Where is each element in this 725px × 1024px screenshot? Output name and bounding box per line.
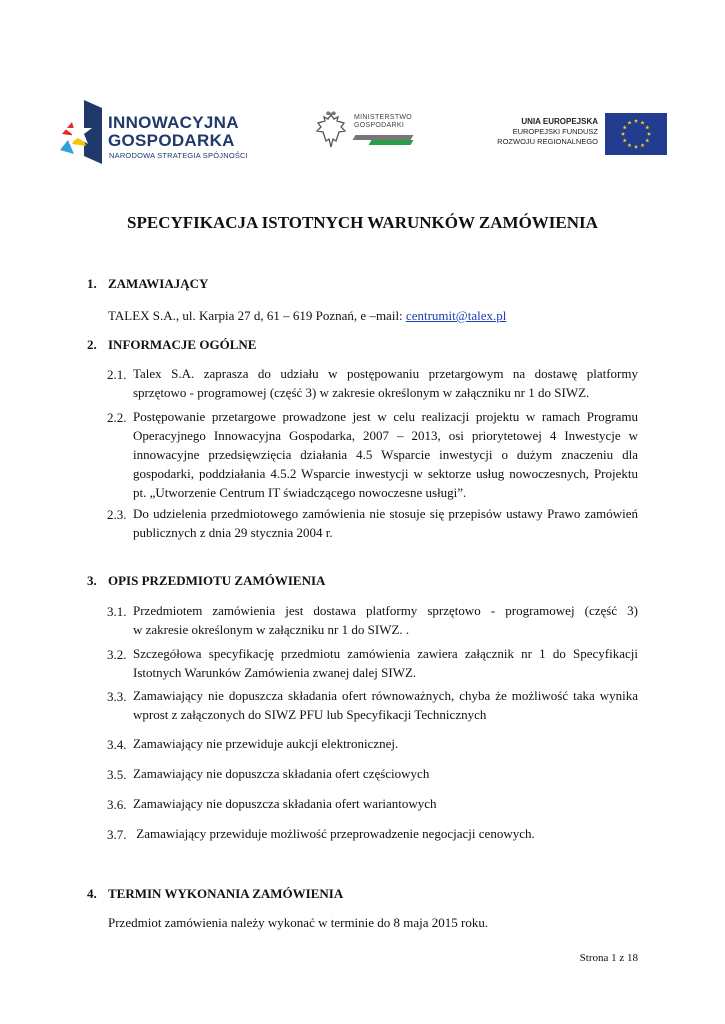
item-number: 3.3.: [107, 689, 127, 704]
section-4-heading: TERMIN WYKONANIA ZAMÓWIENIA: [108, 886, 344, 901]
line: wprost z załączonych do SIWZ PFU lub Specyfikacji Technicznych: [133, 707, 487, 722]
item-number: 2.3.: [107, 507, 127, 522]
ministry-stripe-green: [369, 140, 414, 145]
logo-line2: GOSPODARKA: [108, 131, 235, 150]
section-1-number: 1.: [87, 276, 97, 291]
list-item: [133, 407, 638, 502]
page-title: SPECYFIKACJA ISTOTNYCH WARUNKÓW ZAMÓWIENIA: [127, 213, 598, 232]
section-2-number: 2.: [87, 337, 97, 352]
section-4-number: 4.: [87, 886, 97, 901]
contact-address: TALEX S.A., ul. Karpia 27 d, 61 – 619 Poznań, e –mail:: [108, 308, 406, 323]
eu-line2: EUROPEJSKI FUNDUSZ: [512, 127, 598, 136]
line: innowacyjne przedsięwzięcia działania 4.5 Wsparcie inwestycji o dużym znaczeniu dla: [133, 447, 638, 462]
line: Istotnych Warunków Zamówienia zwanej dalej SIWZ.: [133, 665, 417, 680]
item-number: 3.1.: [107, 604, 127, 619]
eu-line1: UNIA EUROPEJSKA: [521, 117, 598, 126]
logo-subtitle: NARODOWA STRATEGIA SPÓJNOŚCI: [109, 151, 248, 160]
line: Talex S.A. zaprasza do udziału w postępowaniu przetargowym na dostawę platformy: [133, 366, 638, 381]
line: Operacyjnego Innowacyjna Gospodarka, 2007 – 2013, osi priorytetowej 4 Inwestycje w: [133, 428, 638, 443]
item-number: 3.7.: [107, 827, 127, 842]
list-item: Zamawiający nie dopuszcza składania ofert częściowych: [133, 766, 430, 781]
ministry-line2: GOSPODARKI: [354, 122, 405, 129]
eu-line3: ROZWOJU REGIONALNEGO: [497, 137, 598, 146]
list-item: [133, 686, 638, 724]
line: pt. „Utworzenie Centrum IT świadczącego nowoczesne usługi”.: [133, 485, 467, 500]
page-number: Strona 1 z 18: [579, 952, 638, 964]
list-item: [133, 601, 638, 639]
eu-text-block: [470, 117, 598, 147]
item-number: 3.4.: [107, 737, 127, 752]
section-1-heading: ZAMAWIAJĄCY: [108, 276, 209, 291]
list-item: Zamawiający przewiduje możliwość przeprowadzenie negocjacji cenowych.: [133, 826, 535, 841]
line: Do udzielenia przedmiotowego zamówienia nie stosuje się przepisów ustawy Prawo zamówień: [133, 506, 638, 521]
section-3-heading: OPIS PRZEDMIOTU ZAMÓWIENIA: [108, 573, 326, 588]
section-1-text: [108, 306, 638, 325]
line: Przedmiotem zamówienia jest dostawa platformy sprzętowo - programowej (część 3): [133, 603, 638, 618]
eu-flag-icon: [605, 113, 667, 155]
section-3-number: 3.: [87, 573, 97, 588]
item-number: 3.2.: [107, 647, 127, 662]
list-item: Zamawiający nie dopuszcza składania ofert wariantowych: [133, 796, 437, 811]
line: publicznych z dnia 29 stycznia 2004 r.: [133, 525, 333, 540]
line: gospodarki, poddziałania 4.5.2 Wsparcie inwestycji w sektorze usług nowoczesnych, Projektu: [133, 466, 638, 481]
item-number: 3.5.: [107, 767, 127, 782]
line: Szczegółowa specyfikację przedmiotu zamówienia zawiera załącznik nr 1 do Specyfikacji: [133, 646, 638, 661]
item-number: 2.2.: [107, 410, 127, 425]
innowacyjna-gospodarka-logo: [58, 100, 258, 166]
section-2-heading: INFORMACJE OGÓLNE: [108, 337, 257, 352]
list-item: [133, 644, 638, 682]
email-link[interactable]: centrumit@talex.pl: [405, 308, 507, 323]
line: Zamawiający nie dopuszcza składania ofert równoważnych, chyba że możliwość taka wynika: [133, 688, 638, 703]
line: sprzętowo - programowej (część 3) w zakresie określonym w załączniku nr 1 do SIWZ.: [133, 385, 590, 400]
item-number: 2.1.: [107, 367, 127, 382]
list-item: [133, 364, 638, 402]
logo-line1: INNOWACYJNA: [108, 113, 239, 132]
list-item: Zamawiający nie przewiduje aukcji elektronicznej.: [133, 736, 399, 751]
innowacyjna-gospodarka-emblem-icon: [58, 100, 102, 164]
polish-eagle-icon: [314, 111, 348, 151]
ministry-logo: [314, 109, 424, 159]
list-item: [133, 504, 638, 542]
line: Postępowanie przetargowe prowadzone jest w celu realizacji projektu w ramach Programu: [133, 409, 638, 424]
ministry-line1: MINISTERSTWO: [354, 114, 413, 121]
line: w zakresie określonym w załączniku nr 1 do SIWZ. .: [133, 622, 410, 637]
item-number: 3.6.: [107, 797, 127, 812]
section-4-text: Przedmiot zamówienia należy wykonać w terminie do 8 maja 2015 roku.: [108, 915, 489, 930]
